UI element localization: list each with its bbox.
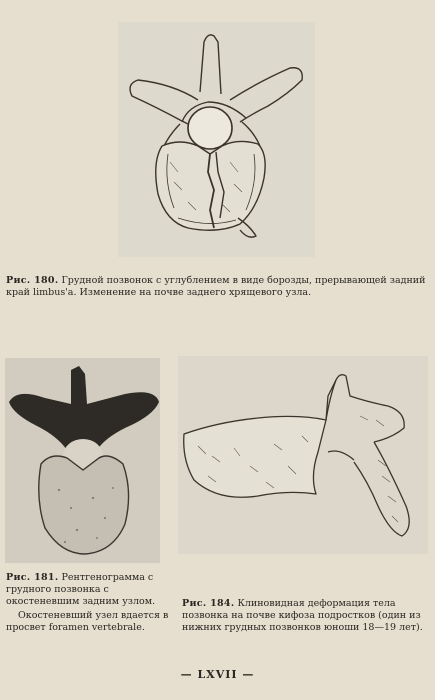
figure-180-label: Рис. 180. <box>6 275 59 286</box>
figure-181-xray-image <box>5 358 160 563</box>
figure-184-caption-text: Клиновидная деформация тела позвонка на почве кифоза подростков (один из нижних грудных позвонков юноши 18—19 лет). <box>182 598 423 633</box>
page-number: — LXVII — <box>180 668 255 681</box>
figure-180-caption <box>6 275 430 299</box>
figure-184-vertebra-drawing <box>178 356 428 554</box>
figure-184-label: Рис. 184. <box>182 598 235 609</box>
figure-181-plate <box>5 358 160 563</box>
figure-184-caption <box>182 598 428 634</box>
figure-181-label: Рис. 181. <box>6 572 59 583</box>
figure-184-plate <box>178 356 428 554</box>
figure-181-note: Окостеневший узел вдается в просвет foramen vertebrale. <box>6 610 169 633</box>
figure-180-caption-text: Грудной позвонок с углублением в виде борозды, прерывающей задний край limbus'а. Изменение на почве заднего хрящевого узла. <box>6 275 426 298</box>
figure-181-caption-text: Рентгенограмма с грудного позвонка с окостеневшим задним узлом. <box>6 572 156 607</box>
figure-181-caption <box>6 572 174 608</box>
figure-180-plate <box>118 22 315 257</box>
figure-180-vertebra-drawing <box>118 22 315 257</box>
